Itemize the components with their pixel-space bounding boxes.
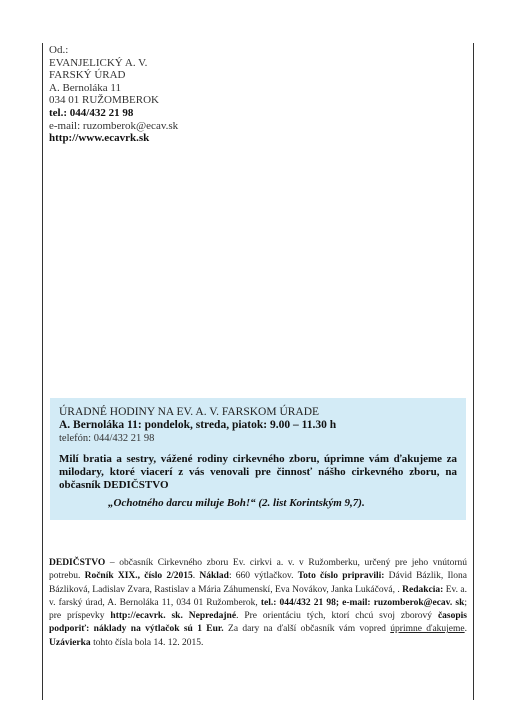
sender-label: Od.: [49, 44, 69, 56]
colophon-text: Za dary na ďalší občasník vám vopred [223, 624, 391, 635]
office-hours-times: A. Bernoláka 11: pondelok, streda, piatok: 9.00 – 11.30 h [59, 419, 337, 431]
colophon-editorial-label: Redakcia: [402, 584, 444, 595]
colophon-deadline-label: Uzávierka [49, 637, 91, 648]
colophon-contributors: Dávid Bázlik, Ilona Bázliková, Ladislav Zvara, Rastislav a Mária Záhumenskí, Eva Novákov, Janka Lukáčová, . [49, 571, 467, 595]
colophon-text: . [192, 571, 200, 582]
colophon-contact: tel.: 044/432 21 98; e-mail: ruzomberok@ecav. sk [260, 597, 465, 608]
bible-quote: „Ochotného darcu miluje Boh!“ (2. list Korintským 9,7). [108, 497, 365, 509]
sender-street: A. Bernoláka 11 [49, 81, 121, 94]
colophon-web-notice: http://ecavrk. sk. Nepredajné [110, 611, 237, 622]
office-hours-box [50, 398, 466, 520]
colophon-deadline: tohto čísla bola 14. 12. 2015. [90, 637, 204, 648]
colophon-support-notice: časopis podporiť: náklady na výtlačok sú 1 Eur. [49, 611, 467, 635]
colophon-text: . [464, 624, 467, 635]
right-margin-rule [473, 43, 474, 700]
office-phone: telefón: 044/432 21 98 [59, 433, 155, 444]
colophon-thanks: úprimne ďakujeme [390, 624, 465, 635]
sender-city: 034 01 RUŽOMBEROK [49, 94, 160, 107]
colophon-editorial-address: Ev. a. v. farský úrad, A. Bernoláka 11, 034 01 Ružomberok, [49, 584, 467, 608]
colophon-text: – občasník Cirkevného zboru Ev. cirkvi a. v. v Ružomberku, určený pre jeho vnútornú potrebu. [49, 558, 467, 582]
colophon-text: : 660 výtlačkov. [228, 571, 298, 582]
colophon-text: ; pre príspevky [49, 597, 467, 622]
colophon [49, 557, 467, 650]
colophon-prepared-label: Toto číslo pripravili: [297, 571, 385, 582]
thank-you-message: Milí bratia a sestry, vážené rodiny cirkevného zboru, úprimne vám ďakujeme za milodary, ktoré viacerí z vás venovali pre činnosť nášho cirkevného zboru, na občasník DEDIČSTVO [59, 453, 457, 491]
office-hours-heading: ÚRADNÉ HODINY NA EV. A. V. FARSKOM ÚRADE [59, 406, 320, 418]
sender-email: e-mail: ruzomberok@ecav.sk [49, 119, 179, 132]
colophon-text: . Pre orientáciu tých, ktorí chcú svoj zborový [236, 611, 438, 622]
sender-org-line1: EVANJELICKÝ A. V. [49, 56, 148, 69]
colophon-print-run-label: Náklad [199, 571, 229, 582]
sender-address-block [49, 44, 349, 145]
left-margin-rule [42, 43, 43, 700]
colophon-volume: Ročník XIX., číslo 2/2015 [84, 571, 193, 582]
sender-phone: tel.: 044/432 21 98 [49, 106, 134, 119]
sender-org-line2: FARSKÝ ÚRAD [49, 69, 126, 82]
colophon-title: DEDIČSTVO [49, 558, 106, 568]
sender-website: http://www.ecavrk.sk [49, 132, 150, 145]
